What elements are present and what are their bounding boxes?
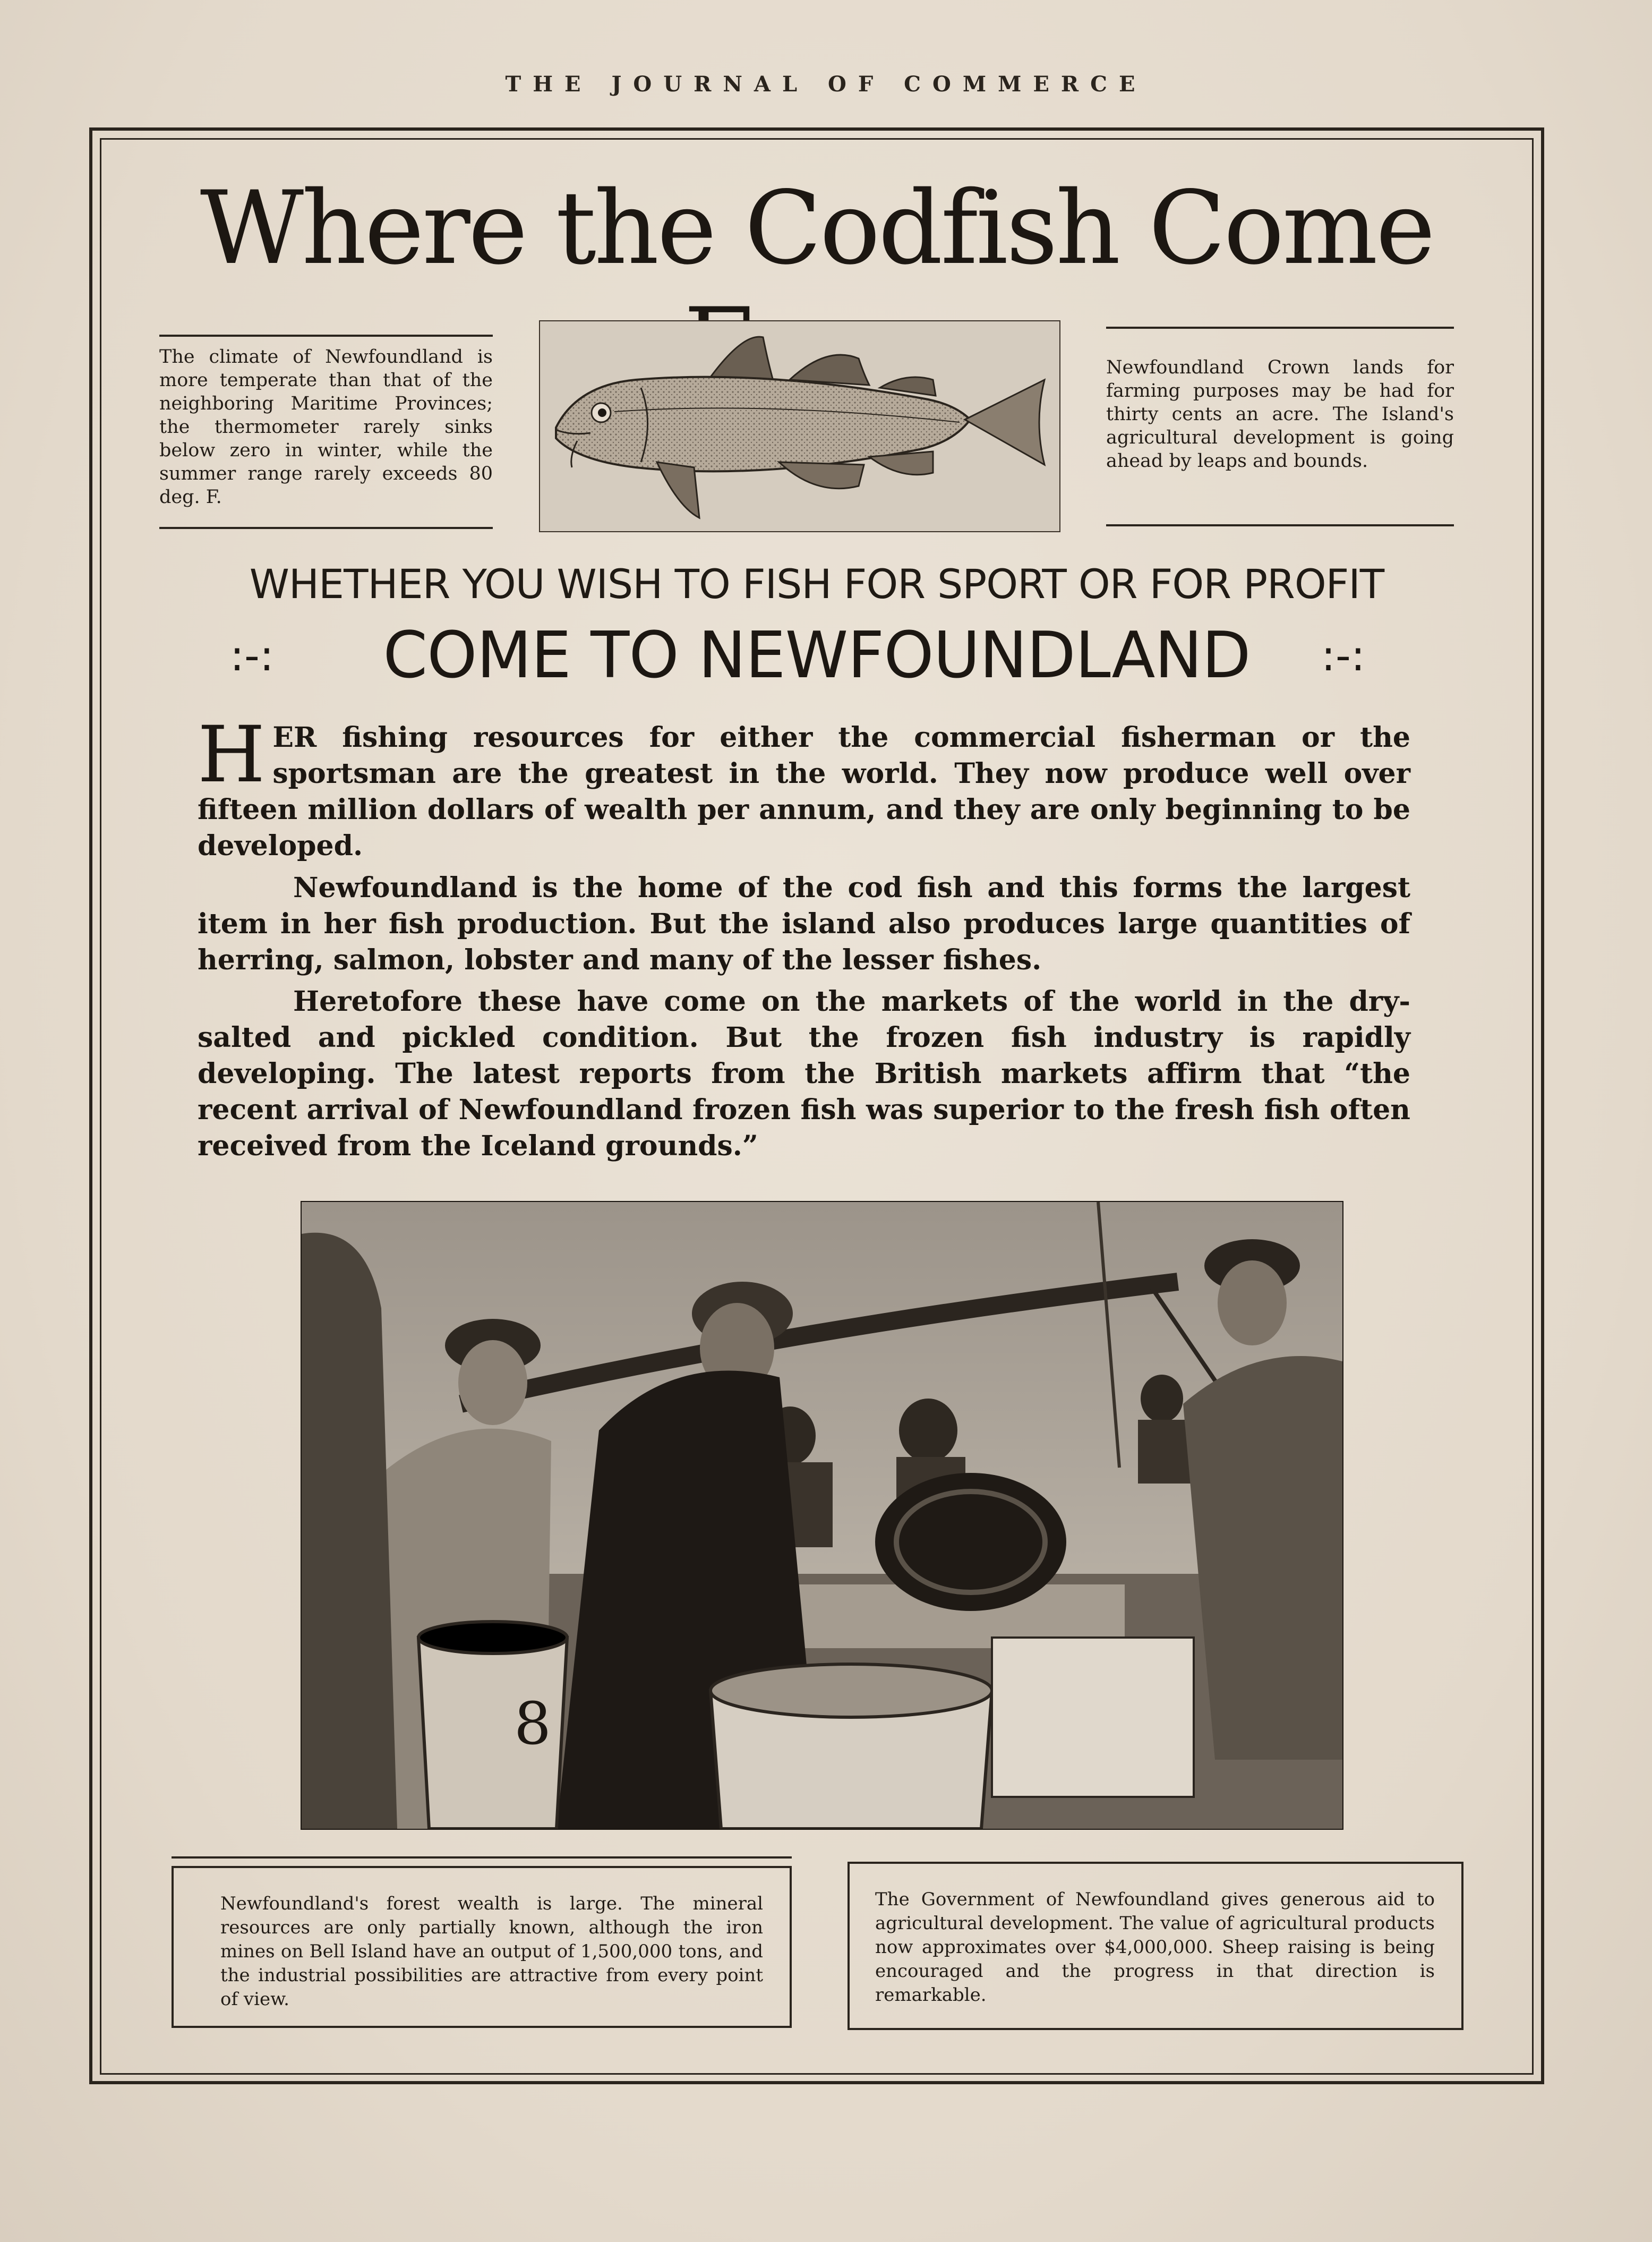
drop-cap: H bbox=[198, 710, 266, 800]
paragraph-1-text: ER fishing resources for either the commercial fisherman or the sportsman are the greatest in the world. They now produce well over fifteen million dollars of wealth per annum, and they are only beginning to be developed. bbox=[198, 721, 1410, 862]
bottom-box-forest-wealth bbox=[172, 1866, 792, 2028]
fishermen-photo-image bbox=[302, 1202, 1342, 1829]
come-to-newfoundland: COME TO NEWFOUNDLAND bbox=[383, 619, 1251, 693]
journal-header: THE JOURNAL OF COMMERCE bbox=[505, 72, 1147, 97]
paragraph-3 bbox=[198, 984, 1410, 1164]
bottom-box-forest-wealth-text: Newfoundland's forest wealth is large. The mineral resources are only partially known, although the iron mines on Bell Island have an output of 1,500,000 tons, and the industrial possibilities are attractive from every point of view. bbox=[220, 1893, 763, 2010]
slogan-line-1: WHETHER YOU WISH TO FISH FOR SPORT OR FOR PROFIT bbox=[249, 560, 1384, 608]
codfish-illustration bbox=[539, 320, 1060, 532]
paragraph-2-text: Newfoundland is the home of the cod fish and this forms the largest item in her fish production. But the island also produces large quantities of herring, salmon, lobster and many of the lesser fishes. bbox=[198, 872, 1410, 976]
ornament-right: :-: bbox=[1321, 631, 1365, 680]
bottom-box-agriculture bbox=[848, 1862, 1463, 2030]
fishermen-photograph bbox=[301, 1201, 1343, 1830]
sidebar-climate bbox=[159, 335, 493, 534]
paragraph-1 bbox=[198, 710, 1410, 864]
sidebar-crown-lands-text: Newfoundland Crown lands for farming purposes may be had for thirty cents an acre. The Island's agricultural development is going ahead by leaps and bounds. bbox=[1106, 357, 1454, 472]
bottom-box-agriculture-text: The Government of Newfoundland gives generous aid to agricultural development. The value of agricultural products now approximates over $4,000,000. Sheep raising is being encouraged and the progress in that direction is remarkable. bbox=[875, 1889, 1435, 2006]
paragraph-2 bbox=[198, 870, 1410, 978]
sidebar-climate-text: The climate of Newfoundland is more temperate than that of the neighboring Maritime Provinces; the thermometer rarely sinks below zero in winter, while the summer range rarely exceeds 80 deg. F. bbox=[159, 346, 493, 508]
codfish-icon bbox=[540, 321, 1059, 531]
headline: Where the Codfish Come bbox=[200, 169, 1434, 287]
paragraph-3-text: Heretofore these have come on the markets of the world in the dry-salted and pickled condition. But the frozen fish industry is rapidly developing. The latest reports from the British markets affirm that “the recent arrival of Newfoundland frozen fish was superior to the fresh fish often received from the Iceland grounds.” bbox=[198, 985, 1410, 1162]
tub-number: 8 bbox=[514, 1690, 551, 1758]
sidebar-crown-lands bbox=[1106, 327, 1454, 526]
ornament-left: :-: bbox=[230, 631, 274, 680]
slogan-line-2 bbox=[100, 616, 1534, 696]
